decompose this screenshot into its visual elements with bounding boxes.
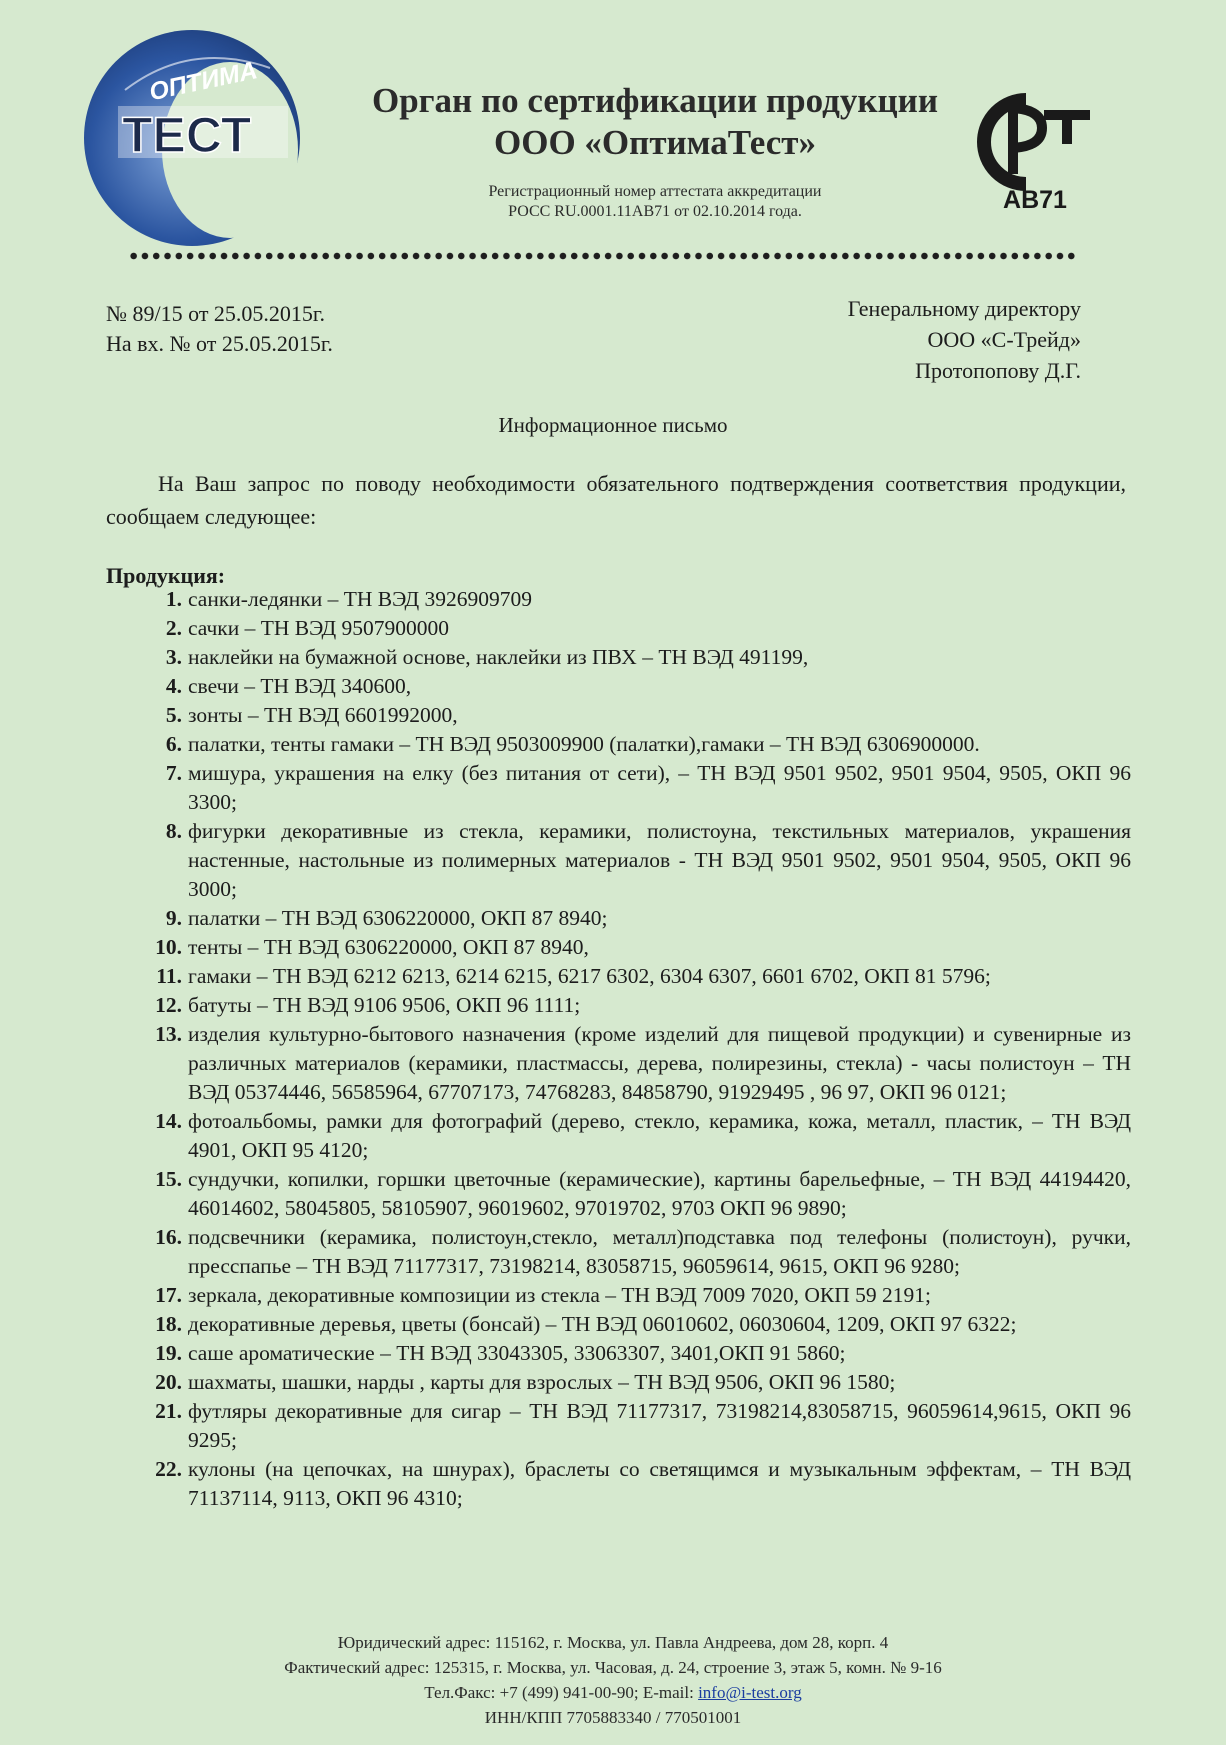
list-item-text: зеркала, декоративные композиции из стекла – ТН ВЭД 7009 7020, ОКП 59 2191;	[188, 1283, 931, 1307]
list-item-number: 5.	[165, 703, 182, 727]
list-item-number: 9.	[165, 906, 182, 930]
org-title-line2: ООО «ОптимаТест»	[494, 123, 816, 162]
footer-inn: ИНН/КПП 7705883340 / 770501001	[484, 1708, 742, 1727]
list-item-number: 15.	[155, 1167, 182, 1191]
addressee-block	[848, 293, 1081, 386]
list-item-text: сундучки, копилки, горшки цветочные (керамические), картины барельефные, – ТН ВЭД 44194420, 46014602, 58045805, 58105907, 96019602, 97019702, 9703 ОКП 96 9890;	[188, 1167, 1131, 1220]
intro-text: На Ваш запрос по поводу необходимости обязательного подтверждения соответствия продукции, сообщаем следующее:	[106, 471, 1126, 529]
list-item-text: наклейки на бумажной основе, наклейки из ПВХ – ТН ВЭД 491199,	[188, 645, 809, 669]
list-item	[106, 1107, 1131, 1165]
list-item-number: 1.	[165, 587, 182, 611]
list-item-number: 20.	[155, 1370, 182, 1394]
list-item-text: футляры декоративные для сигар – ТН ВЭД 71177317, 73198214,83058715, 96059614,9615, ОКП 96 9295;	[188, 1399, 1131, 1452]
list-item	[106, 1281, 1131, 1310]
products-label: Продукция:	[106, 563, 226, 588]
incoming-ref: На вх. № от 25.05.2015г.	[106, 331, 333, 356]
list-item	[106, 933, 1131, 962]
list-item	[106, 1397, 1131, 1455]
list-item-text: батуты – ТН ВЭД 9106 9506, ОКП 96 1111;	[188, 993, 581, 1017]
list-item-number: 21.	[155, 1399, 182, 1423]
addressee-company: ООО «С-Трейд»	[927, 327, 1081, 352]
list-item-text: палатки, тенты гамаки – ТН ВЭД 9503009900 (палатки),гамаки – ТН ВЭД 6306900000.	[188, 732, 980, 756]
outgoing-ref: № 89/15 от 25.05.2015г.	[106, 301, 325, 326]
list-item-number: 13.	[155, 1022, 182, 1046]
list-item-number: 17.	[155, 1283, 182, 1307]
footer-legal-address: Юридический адрес: 115162, г. Москва, ул. Павла Андреева, дом 28, корп. 4	[337, 1633, 889, 1652]
document-title: Информационное письмо	[498, 413, 728, 437]
list-item-number: 22.	[155, 1457, 182, 1481]
list-item-number: 6.	[165, 732, 182, 756]
footer-phone: Тел.Факс: +7 (499) 941-00-90; E-mail:	[424, 1683, 699, 1702]
list-item-text: мишура, украшения на елку (без питания от сети), – ТН ВЭД 9501 9502, 9501 9504, 9505, ОКП 96 3300;	[188, 761, 1131, 814]
optimatest-logo	[80, 20, 310, 250]
accreditation-line2: РОСС RU.0001.11АВ71 от 02.10.2014 года.	[508, 203, 802, 220]
letter-refs	[106, 299, 333, 359]
list-item-number: 11.	[156, 964, 182, 988]
header-divider	[128, 252, 1078, 260]
list-item-number: 19.	[155, 1341, 182, 1365]
org-title-line1: Орган по сертификации продукции	[371, 81, 939, 120]
list-item	[106, 1020, 1131, 1107]
list-item-text: палатки – ТН ВЭД 6306220000, ОКП 87 8940;	[188, 906, 608, 930]
list-item	[106, 730, 1131, 759]
list-item	[106, 904, 1131, 933]
list-item-number: 14.	[155, 1109, 182, 1133]
list-item	[106, 991, 1131, 1020]
list-item	[106, 962, 1131, 991]
footer-email-link[interactable]: info@i-test.org	[698, 1683, 802, 1702]
list-item-text: декоративные деревья, цветы (бонсай) – ТН ВЭД 06010602, 06030604, 1209, ОКП 97 6322;	[188, 1312, 1017, 1336]
list-item-text: сачки – ТН ВЭД 9507900000	[188, 616, 450, 640]
list-item-text: фигурки декоративные из стекла, керамики, полистоуна, текстильных материалов, украшения настенные, настольные из полимерных материалов - ТН ВЭД 9501 9502, 9501 9504, 9505, ОКП 96 3000;	[188, 819, 1131, 901]
list-item-text: саше ароматические – ТН ВЭД 33043305, 33063307, 3401,ОКП 91 5860;	[188, 1341, 846, 1365]
list-item-text: санки-ледянки – ТН ВЭД 3926909709	[188, 587, 533, 611]
list-item-number: 7.	[165, 761, 182, 785]
list-item	[106, 1339, 1131, 1368]
list-item-number: 16.	[155, 1225, 182, 1249]
logo-main-text: ТЕСТ	[122, 107, 252, 163]
list-item-number: 8.	[165, 819, 182, 843]
list-item-text: гамаки – ТН ВЭД 6212 6213, 6214 6215, 6217 6302, 6304 6307, 6601 6702, ОКП 81 5796;	[188, 964, 991, 988]
list-item	[106, 701, 1131, 730]
list-item-number: 4.	[165, 674, 182, 698]
list-item-text: шахматы, шашки, нарды , карты для взрослых – ТН ВЭД 9506, ОКП 96 1580;	[188, 1370, 896, 1394]
list-item-text: свечи – ТН ВЭД 340600,	[188, 674, 412, 698]
list-item	[106, 585, 1131, 614]
product-list	[106, 585, 1131, 1513]
list-item-text: тенты – ТН ВЭД 6306220000, ОКП 87 8940,	[188, 935, 589, 959]
list-item	[106, 759, 1131, 817]
list-item-number: 3.	[165, 645, 182, 669]
list-item-text: подсвечники (керамика, полистоун,стекло, металл)подставка под телефоны (полистоун), ручки, пресспапье – ТН ВЭД 71177317, 73198214, 83058715, 96059614, 9615, ОКП 96 9280;	[188, 1225, 1131, 1278]
footer-contacts	[0, 1680, 1226, 1705]
list-item-text: зонты – ТН ВЭД 6601992000,	[188, 703, 458, 727]
addressee-position: Генеральному директору	[847, 296, 1081, 321]
logo-top-text: ОПТИМА	[146, 56, 260, 107]
addressee-name: Протопопову Д.Г.	[915, 358, 1081, 383]
list-item	[106, 643, 1131, 672]
list-item-text: кулоны (на цепочках, на шнурах), браслеты со светящимся и музыкальным эффектам, – ТН ВЭД 71137114, 9113, ОКП 96 4310;	[188, 1457, 1131, 1510]
list-item-text: изделия культурно-бытового назначения (кроме изделий для пищевой продукции) и сувенирные из различных материалов (керамики, пластмассы, дерева, полирезины, стекла) - часы полистоун – ТН ВЭД 05374446, 56585964, 67707173, 74768283, 84858790, 91929495 , 96 97, ОКП 96 0121;	[188, 1022, 1131, 1104]
list-item	[106, 1165, 1131, 1223]
list-item-number: 18.	[155, 1312, 182, 1336]
list-item	[106, 1310, 1131, 1339]
list-item	[106, 1455, 1131, 1513]
list-item-text: фотоальбомы, рамки для фотографий (дерево, стекло, керамика, кожа, металл, пластик, – ТН ВЭД 4901, ОКП 95 4120;	[188, 1109, 1131, 1162]
list-item	[106, 672, 1131, 701]
list-item-number: 12.	[155, 993, 182, 1017]
footer-actual-address: Фактический адрес: 125315, г. Москва, ул. Часовая, д. 24, строение 3, этаж 5, комн. № 9-16	[284, 1658, 942, 1677]
rst-mark-code: АВ71	[1003, 186, 1067, 214]
footer	[0, 1630, 1226, 1730]
list-item-number: 2.	[165, 616, 182, 640]
org-title	[360, 80, 950, 164]
list-item	[106, 817, 1131, 904]
list-item-number: 10.	[155, 935, 182, 959]
list-item	[106, 614, 1131, 643]
list-item	[106, 1368, 1131, 1397]
list-item	[106, 1223, 1131, 1281]
accreditation-info	[420, 182, 890, 222]
accreditation-line1: Регистрационный номер аттестата аккредитации	[488, 183, 822, 200]
intro-paragraph	[106, 467, 1126, 533]
